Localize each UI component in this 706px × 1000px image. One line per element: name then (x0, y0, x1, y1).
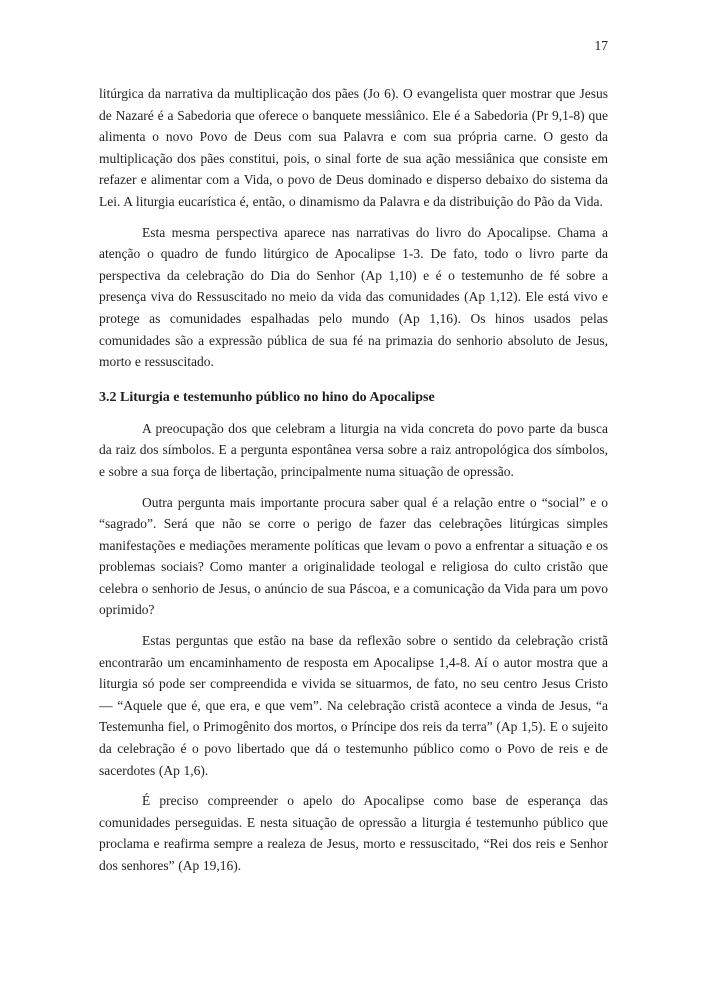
page-body-text (99, 83, 608, 886)
body-paragraph-2: Esta mesma perspectiva aparece nas narrativas do livro do Apocalipse. Chama a atenção o quadro de fundo litúrgico de Apocalipse 1-3. De fato, todo o livro parte da perspectiva da celebração do Dia do Senhor (Ap 1,10) e é o testemunho de fé sobre a presença viva do Ressuscitado no meio da vida das comunidades (Ap 1,12). Ele está vivo e protege as comunidades espalhadas pelo mundo (Ap 1,16). Os hinos usados pelas comunidades são a expressão pública de sua fé na primazia do senhorio absoluto de Jesus, morto e ressuscitado. (99, 224, 608, 370)
page-number: 17 (594, 38, 608, 53)
section-heading-3-2: 3.2 Liturgia e testemunho público no hino do Apocalipse (99, 389, 435, 405)
body-paragraph-5: Estas perguntas que estão na base da reflexão sobre o sentido da celebração cristã encontrarão um encaminhamento de resposta em Apocalipse 1,4-8. Aí o autor mostra que a liturgia só pode ser compreendida e vivida se situarmos, de fato, no seu centro Jesus Cristo — “Aquele que é, que era, e que vem”. Na celebração cristã acontece a vinda de Jesus, “a Testemunha fiel, o Primogênito dos mortos, o Príncipe dos reis da terra” (Ap 1,5). E o sujeito da celebração é o povo libertado que dá o testemunho público como o Povo de reis e de sacerdotes (Ap 1,6). (99, 633, 608, 778)
body-paragraph-6: É preciso compreender o apelo do Apocalipse como base de esperança das comunidades perseguidas. E nesta situação de opressão a liturgia é testemunho público que proclama e reafirma sempre a realeza de Jesus, morto e ressuscitado, “Rei dos reis e Senhor dos senhores” (Ap 19,16). (99, 793, 608, 873)
body-paragraph-1: litúrgica da narrativa da multiplicação dos pães (Jo 6). O evangelista quer mostrar que Jesus de Nazaré é a Sabedoria que oferece o banquete messiânico. Ele é a Sabedoria (Pr 9,1-8) que alimenta o novo Povo de Deus com sua Palavra e com sua própria carne. O gesto da multiplicação dos pães constitui, pois, o sinal forte de sua ação messiânica que consiste em refazer e alimentar com a Vida, o povo de Deus dominado e disperso debaixo do sistema da Lei. A liturgia eucarística é, então, o dinamismo da Palavra e da distribuição do Pão da Vida. (99, 86, 608, 209)
body-paragraph-3: A preocupação dos que celebram a liturgia na vida concreta do povo parte da busca da raiz dos símbolos. E a pergunta espontânea versa sobre a raiz antropológica dos símbolos, e sobre a sua força de libertação, principalmente numa situação de opressão. (99, 420, 608, 479)
body-paragraph-4: Outra pergunta mais importante procura saber qual é a relação entre o “social” e o “sagrado”. Será que não se corre o perigo de fazer das celebrações litúrgicas simples manifestações e mediações meramente políticas que levam o povo a enfrentar a situação e os problemas sociais? Como manter a originalidade teologal e religiosa do culto cristão que celebra o senhorio de Jesus, o anúncio de sua Páscoa, e a comunicação da Vida para um povo oprimido? (99, 494, 608, 618)
